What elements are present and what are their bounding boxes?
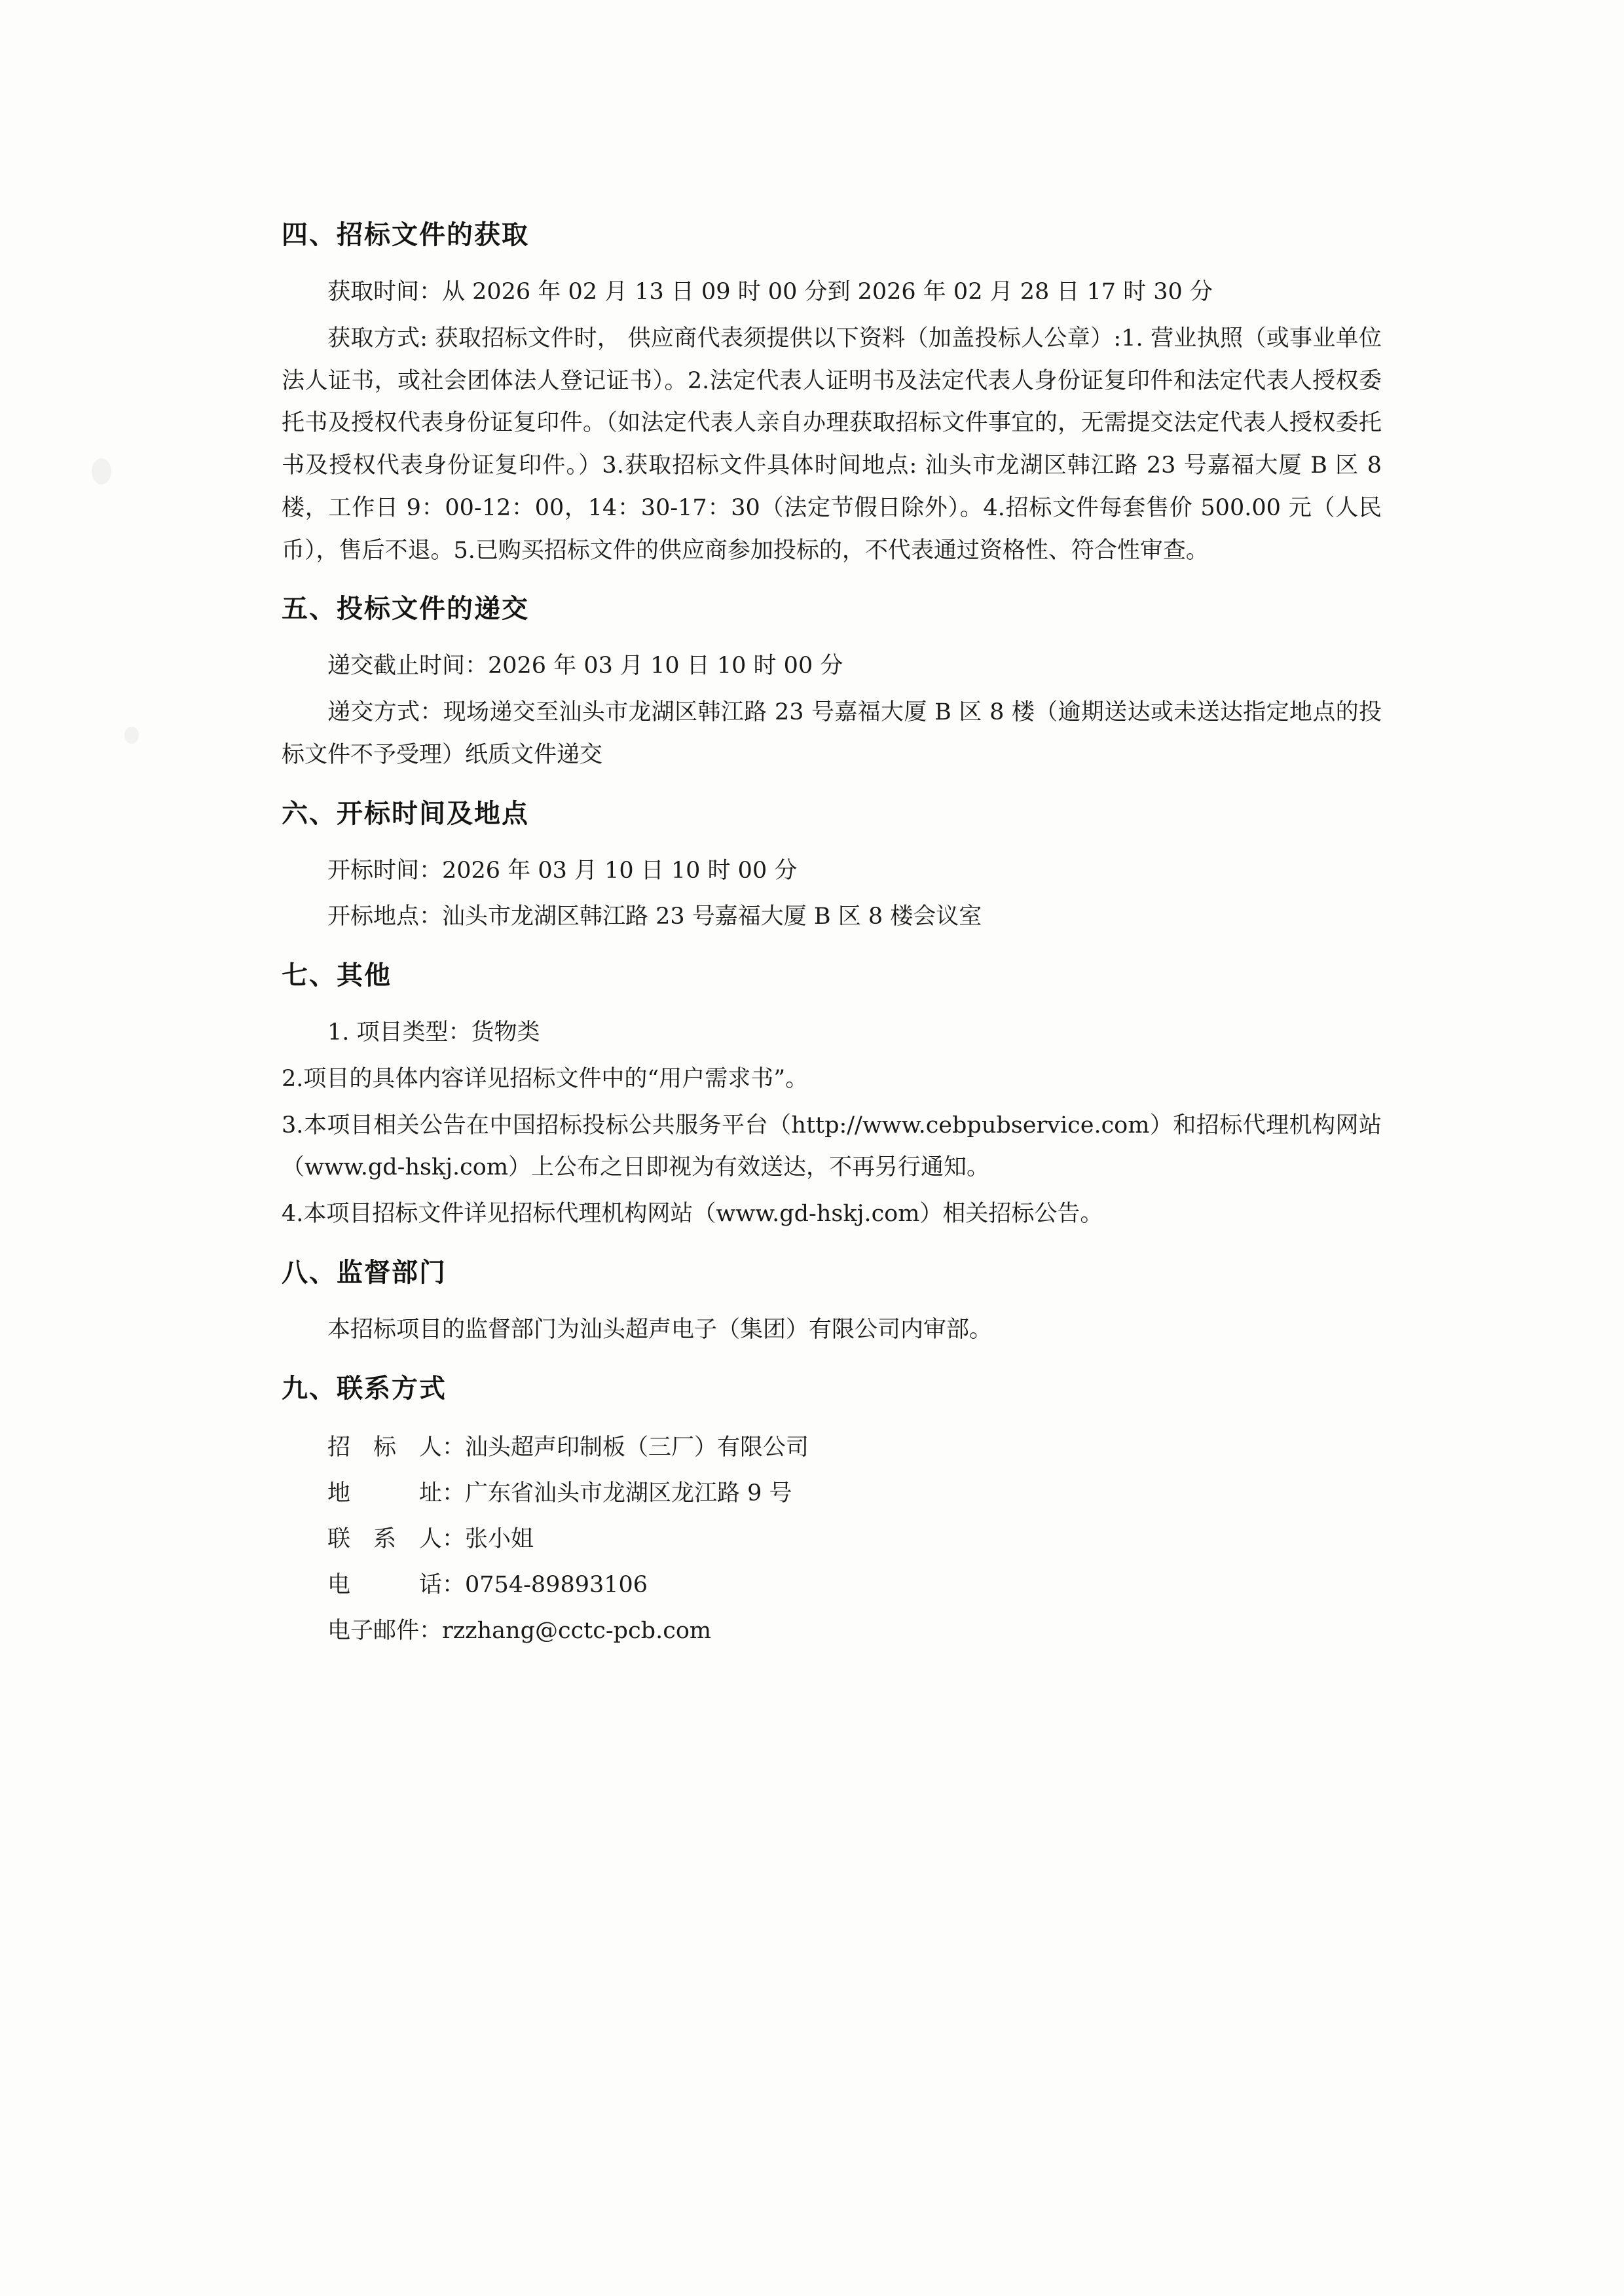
other-item-2: 2.项目的具体内容详见招标文件中的“用户需求书”。 [282, 1065, 809, 1092]
other-item-3: 3.本项目相关公告在中国招标投标公共服务平台（http://www.cebpubservice.com）和招标代理机构网站（www.gd-hskj.com）上公布之日即视为有效送达，不再另行通知。 [282, 1112, 1382, 1181]
contact-value: rzzhang@cctc-pcb.com [442, 1617, 712, 1644]
acquisition-method: 获取方式: 获取招标文件时， 供应商代表须提供以下资料（加盖投标人公章）:1. 营业执照（或事业单位法人证书，或社会团体法人登记证书）。2.法定代表人证明书及法定代表人身份证复印件和法定代表人授权委托书及授权代表身份证复印件。（如法定代表人亲自办理获取招标文件事宜的，无需提交法定代表人授权委托书及授权代表身份证复印件。）3.获取招标文件具体时间地点: 汕头市龙湖区韩江路 23 号嘉福大厦 B 区 8 楼，工作日 9：00-12：00，14：30-17：30（法定节假日除外）。4.招标文件每套售价 500.00 元（人民币），售后不退。5.已购买招标文件的供应商参加投标的，不代表通过资格性、符合性审查。 [282, 325, 1382, 564]
contact-row [282, 1470, 1382, 1516]
section-contact [282, 1370, 1382, 1654]
contact-value: 汕头超声印制板（三厂）有限公司 [465, 1434, 809, 1461]
section-bid-opening [282, 795, 1382, 939]
contact-value: 张小姐 [465, 1525, 534, 1552]
acquisition-time: 获取时间：从 2026 年 02 月 13 日 09 时 00 分到 2026 年 02 月 28 日 17 时 30 分 [327, 279, 1213, 305]
submission-deadline: 递交截止时间：2026 年 03 月 10 日 10 时 00 分 [327, 653, 843, 680]
contact-label: 招 标 人： [327, 1434, 466, 1461]
contact-row [282, 1425, 1382, 1470]
section-heading: 六、开标时间及地点 [282, 798, 529, 829]
opening-time: 开标时间：2026 年 03 月 10 日 10 时 00 分 [327, 857, 798, 884]
contact-label: 联 系 人： [327, 1525, 466, 1552]
section-heading: 七、其他 [282, 960, 392, 991]
other-item-1: 1. 项目类型：货物类 [327, 1019, 540, 1046]
section-heading: 八、监督部门 [282, 1257, 447, 1288]
section-bid-submission [282, 590, 1382, 776]
contact-label: 地 址： [327, 1480, 466, 1506]
document-body [282, 216, 1382, 1672]
other-item-4: 4.本项目招标文件详见招标代理机构网站（www.gd-hskj.com）相关招标公告。 [282, 1201, 1103, 1227]
contact-row [282, 1608, 1382, 1654]
section-heading: 四、招标文件的获取 [282, 220, 529, 250]
contact-value: 广东省汕头市龙湖区龙江路 9 号 [465, 1480, 792, 1506]
section-supervision [282, 1254, 1382, 1351]
section-heading: 五、投标文件的递交 [282, 594, 529, 625]
section-other [282, 957, 1382, 1235]
supervision-text: 本招标项目的监督部门为汕头超声电子（集团）有限公司内审部。 [327, 1316, 993, 1343]
contact-value: 0754-89893106 [465, 1571, 648, 1598]
contact-row [282, 1516, 1382, 1562]
submission-method: 递交方式：现场递交至汕头市龙湖区韩江路 23 号嘉福大厦 B 区 8 楼（逾期送达或未送达指定地点的投标文件不予受理）纸质文件递交 [282, 699, 1382, 768]
contact-label: 电子邮件： [327, 1617, 443, 1644]
paper-smudge [124, 727, 139, 744]
contact-row [282, 1562, 1382, 1608]
section-heading: 九、联系方式 [282, 1373, 447, 1404]
paper-smudge [92, 458, 111, 484]
section-document-acquisition [282, 216, 1382, 572]
opening-place: 开标地点：汕头市龙湖区韩江路 23 号嘉福大厦 B 区 8 楼会议室 [327, 903, 982, 930]
contact-label: 电 话： [327, 1571, 466, 1598]
